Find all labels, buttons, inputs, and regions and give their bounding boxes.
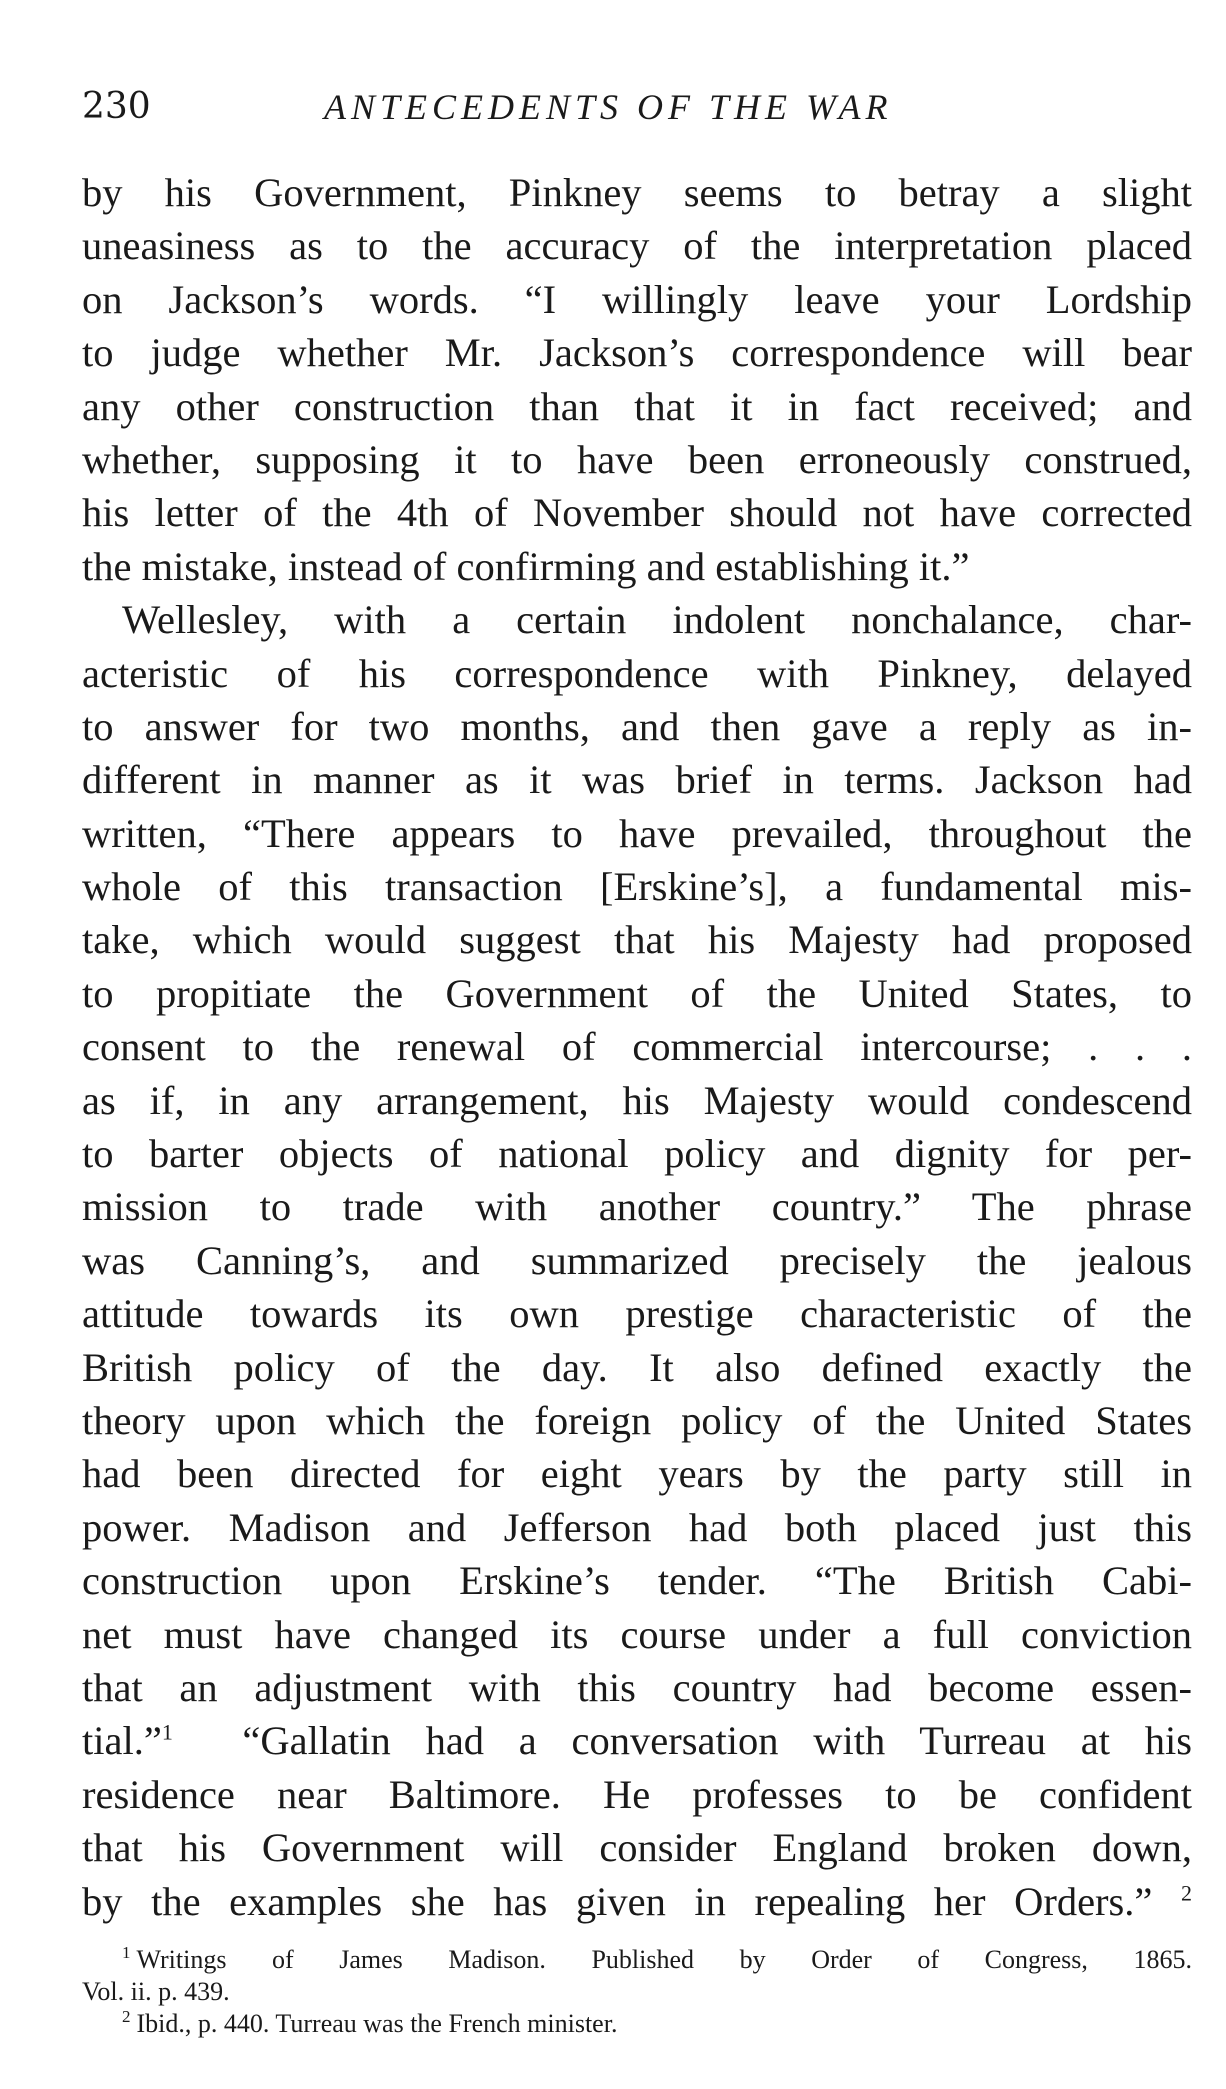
footnote-1-text: Writings of James Madison. Published by Order of Congress, 1865.: [136, 1945, 1192, 1974]
text-line: as if, in any arrangement, his Majesty would condescend: [82, 1077, 1192, 1123]
text-line: theory upon which the foreign policy of the United States: [82, 1397, 1192, 1443]
text-line: written, “There appears to have prevailed, throughout the: [82, 810, 1192, 856]
text-fragment: by the examples she has given in repealing her Orders.”: [82, 1878, 1153, 1924]
text-line: uneasiness as to the accuracy of the interpretation placed: [82, 223, 1192, 269]
footnotes: [82, 1944, 1192, 2040]
text-line: residence near Baltimore. He professes to be confident: [82, 1771, 1192, 1817]
running-title: ANTECEDENTS OF THE WAR: [324, 87, 893, 127]
text-line: power. Madison and Jefferson had both placed just this: [82, 1504, 1192, 1550]
text-line: his letter of the 4th of November should not have corrected: [82, 490, 1192, 536]
text-line: mission to trade with another country.” The phrase: [82, 1184, 1192, 1230]
text-line: Wellesley, with a certain indolent nonchalance, char-: [122, 597, 1192, 643]
text-line: acteristic of his correspondence with Pinkney, delayed: [82, 650, 1192, 696]
text-line: any other construction than that it in fact received; and: [82, 383, 1192, 429]
text-line-with-footnote: [82, 1714, 1192, 1767]
footnote-reference-2[interactable]: 2: [1181, 1880, 1192, 1905]
text-line: to answer for two months, and then gave a reply as in-: [82, 703, 1192, 749]
text-line: to propitiate the Government of the United States, to: [82, 970, 1192, 1016]
footnote-1: [82, 1944, 1192, 1976]
text-line: construction upon Erskine’s tender. “The British Cabi-: [82, 1558, 1192, 1604]
footnote-2-text: Ibid., p. 440. Turreau was the French minister.: [136, 2009, 618, 2038]
text-line: whether, supposing it to have been erroneously construed,: [82, 436, 1192, 482]
text-fragment: tial.”: [82, 1718, 162, 1764]
page-header: [82, 82, 1192, 132]
footnote-reference-1[interactable]: 1: [161, 1719, 173, 1745]
text-line: on Jackson’s words. “I willingly leave your Lordship: [82, 276, 1192, 322]
text-line: the mistake, instead of confirming and establishing it.”: [82, 543, 970, 589]
text-line: different in manner as it was brief in terms. Jackson had: [82, 757, 1192, 803]
page-number: 230: [82, 86, 151, 127]
footnote-marker-2: 2: [122, 2007, 131, 2027]
text-line: net must have changed its course under a full conviction: [82, 1611, 1192, 1657]
text-line: by his Government, Pinkney seems to betray a slight: [82, 170, 1192, 215]
text-line: to barter objects of national policy and dignity for per-: [82, 1131, 1192, 1177]
text-line: that an adjustment with this country had become essen-: [82, 1664, 1192, 1710]
text-line: to judge whether Mr. Jackson’s correspondence will bear: [82, 330, 1192, 376]
text-fragment: “Gallatin had a conversation with Turreau at his: [242, 1718, 1193, 1764]
text-line: take, which would suggest that his Majesty had proposed: [82, 917, 1192, 963]
text-line: attitude towards its own prestige characteristic of the: [82, 1291, 1192, 1337]
footnote-1-continuation: Vol. ii. p. 439.: [82, 1977, 230, 2006]
text-line: British policy of the day. It also defined exactly the: [82, 1344, 1192, 1390]
text-line: had been directed for eight years by the party still in: [82, 1451, 1192, 1497]
text-line: was Canning’s, and summarized precisely the jealous: [82, 1237, 1192, 1283]
footnote-marker-1: 1: [122, 1943, 131, 1963]
text-line: whole of this transaction [Erskine’s], a fundamental mis-: [82, 864, 1192, 910]
body-text: [82, 166, 1192, 1928]
text-line: that his Government will consider England broken down,: [82, 1825, 1192, 1871]
text-line-with-footnote: [82, 1875, 1192, 1928]
text-line: consent to the renewal of commercial intercourse; . . .: [82, 1024, 1192, 1070]
footnote-2: [82, 2008, 1192, 2040]
